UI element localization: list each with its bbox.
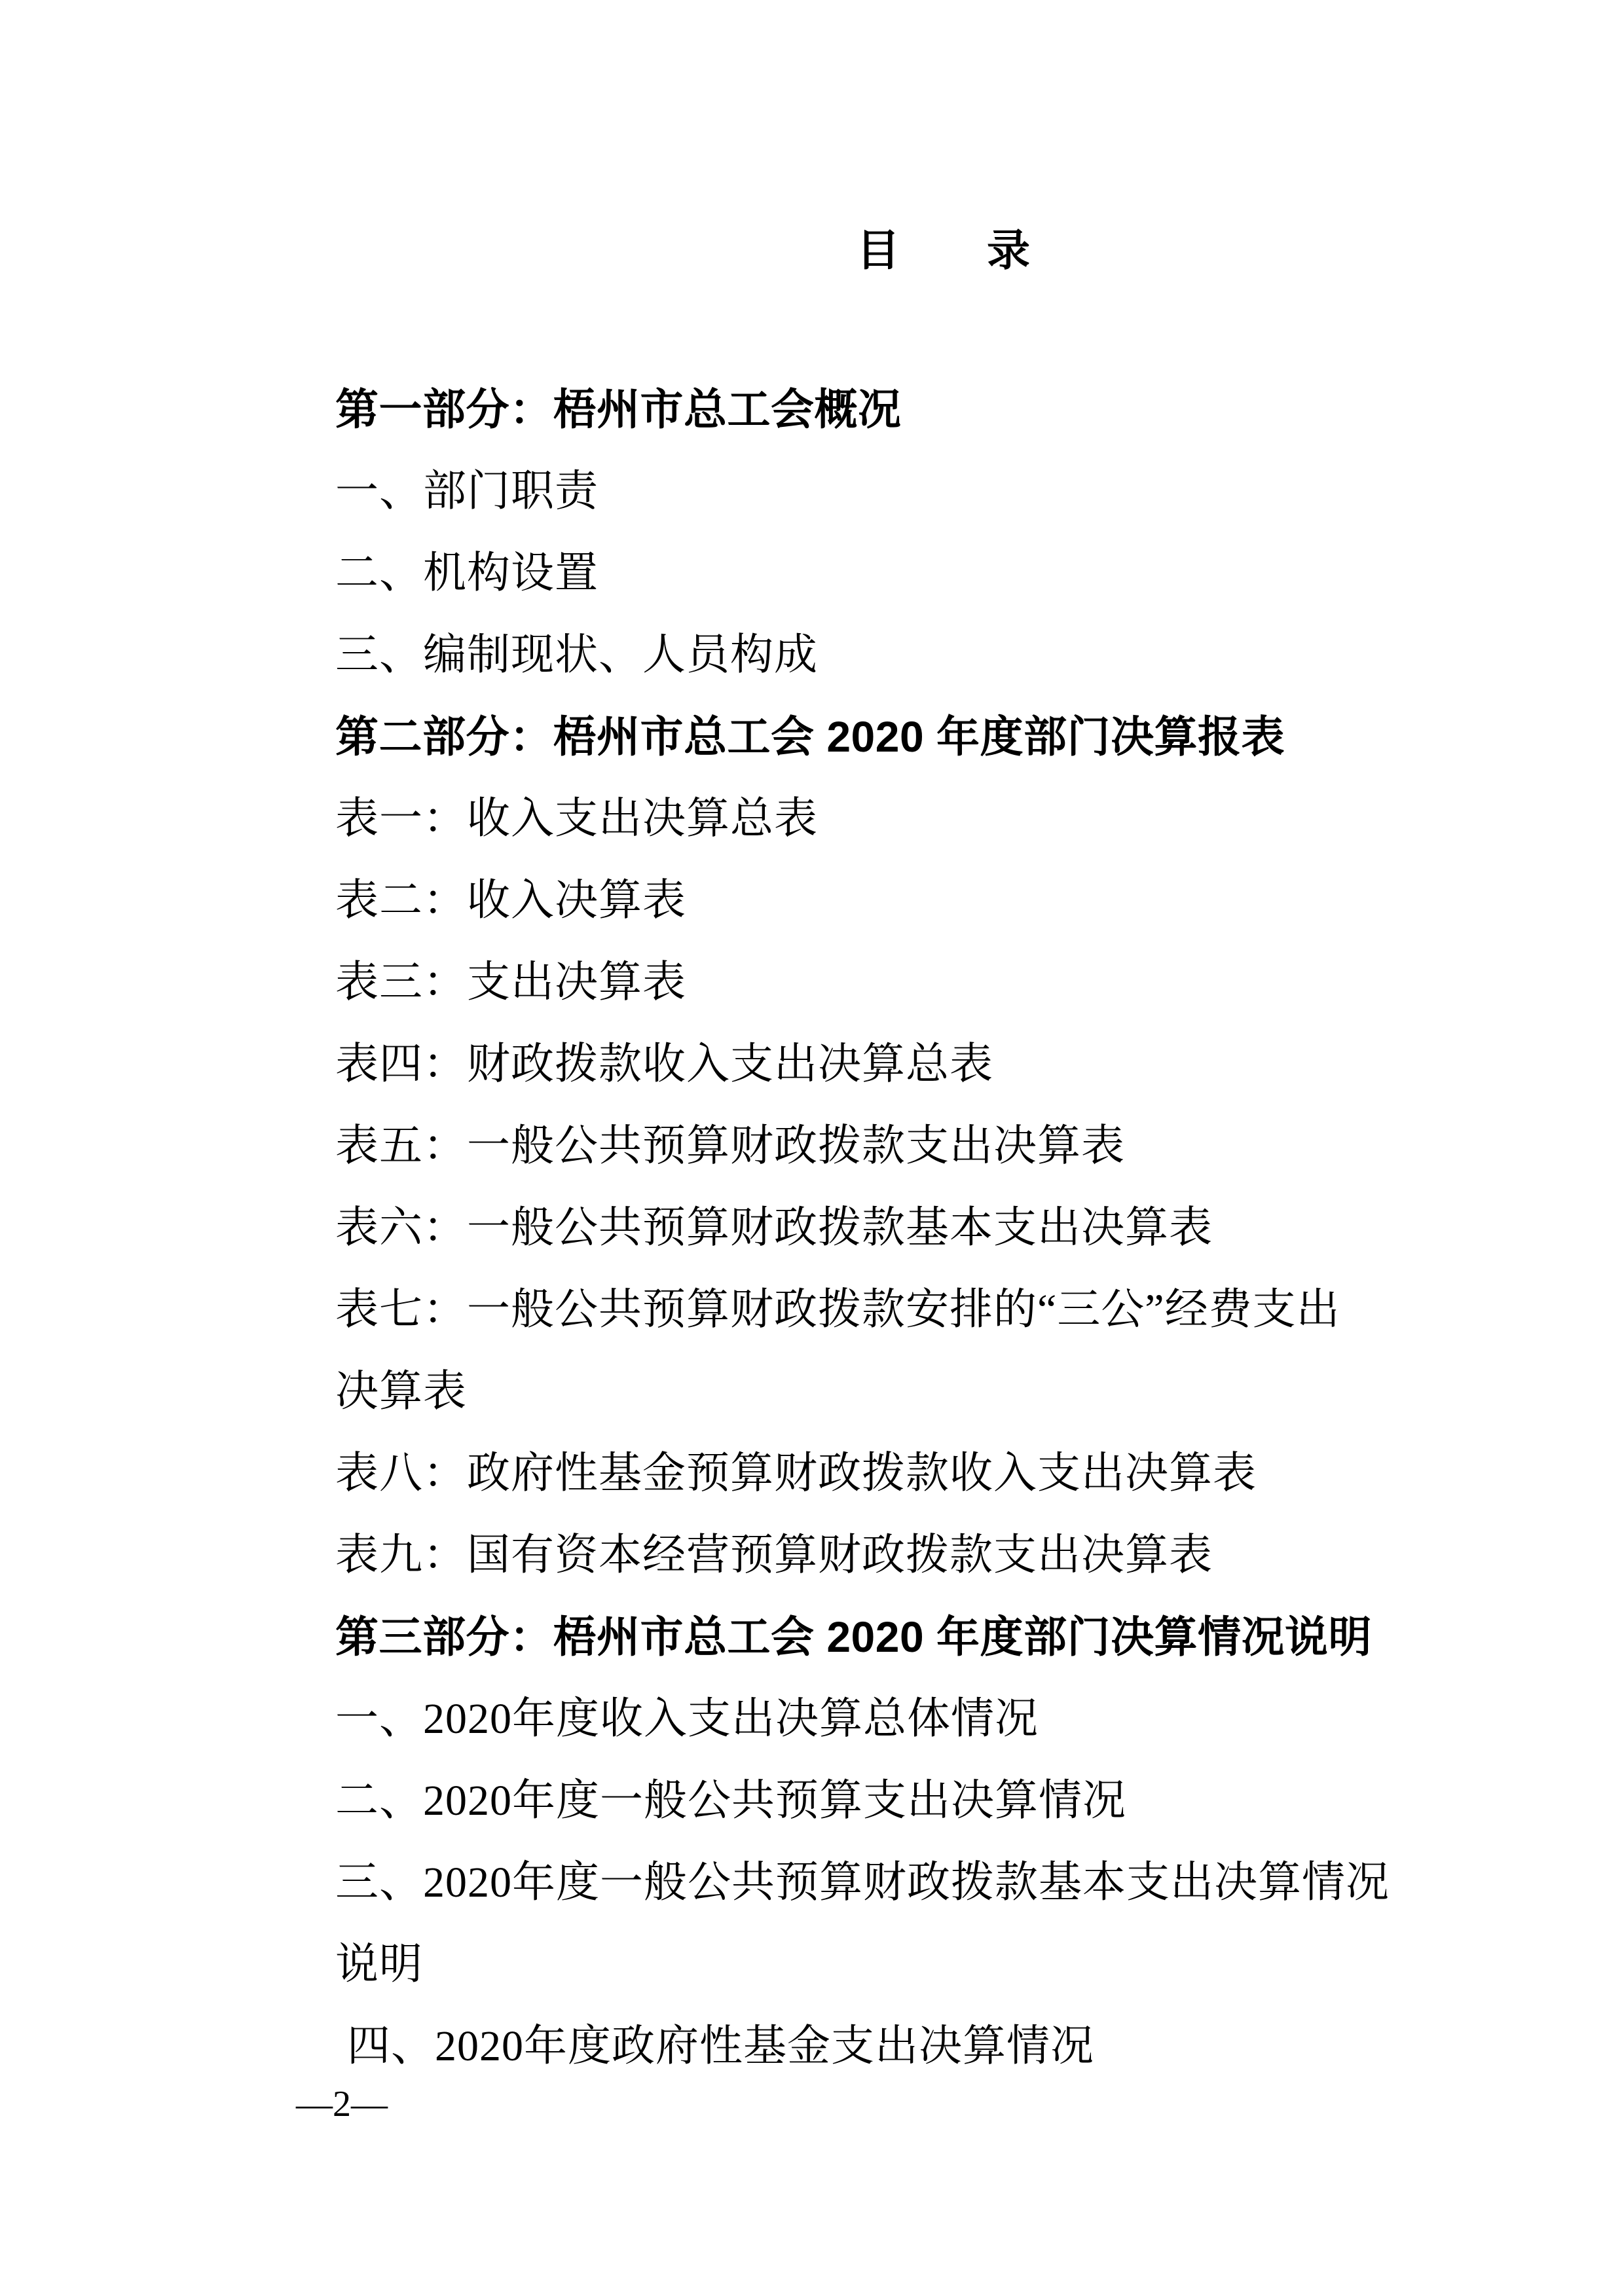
toc-section-heading: 第一部分：梧州市总工会概况	[335, 385, 902, 433]
page-title	[857, 225, 1030, 275]
page-title-char-1: 目	[857, 226, 900, 274]
toc-item: 一、部门职责	[335, 467, 599, 515]
toc-item: 二、2020年度一般公共预算支出决算情况	[335, 1777, 1126, 1825]
toc-section-heading: 第二部分：梧州市总工会 2020 年度部门决算报表	[335, 712, 1285, 761]
toc-item: 三、2020年度一般公共预算财政拨款基本支出决算情况	[335, 1859, 1390, 1906]
toc-item: 四、2020年度政府性基金支出决算情况	[347, 2022, 1094, 2070]
toc-item: 表五：一般公共预算财政拨款支出决算表	[335, 1122, 1125, 1170]
toc-item: 表九：国有资本经营预算财政拨款支出决算表	[335, 1531, 1213, 1579]
toc-item: 决算表	[335, 1368, 467, 1415]
toc-item: 表六：一般公共预算财政拨款基本支出决算表	[335, 1204, 1213, 1252]
toc-item: 表二：收入决算表	[335, 877, 686, 924]
toc-item: 表四：财政拨款收入支出决算总表	[335, 1040, 993, 1088]
toc-item: 一、2020年度收入支出决算总体情况	[335, 1695, 1039, 1743]
toc-item: 二、机构设置	[335, 549, 599, 597]
toc-item: 三、编制现状、人员构成	[335, 631, 818, 679]
page-number: —2—	[296, 2084, 388, 2124]
toc-list	[335, 369, 1488, 2087]
toc-item: 说明	[335, 1941, 423, 1988]
toc-item: 表八：政府性基金预算财政拨款收入支出决算表	[335, 1449, 1257, 1497]
toc-item: 表七：一般公共预算财政拨款安排的“三公”经费支出	[335, 1286, 1340, 1334]
toc-item: 表三：支出决算表	[335, 958, 686, 1006]
page-title-char-2: 录	[987, 226, 1030, 274]
toc-section-heading: 第三部分：梧州市总工会 2020 年度部门决算情况说明	[335, 1613, 1372, 1661]
toc-item: 表一：收入支出决算总表	[335, 795, 818, 843]
